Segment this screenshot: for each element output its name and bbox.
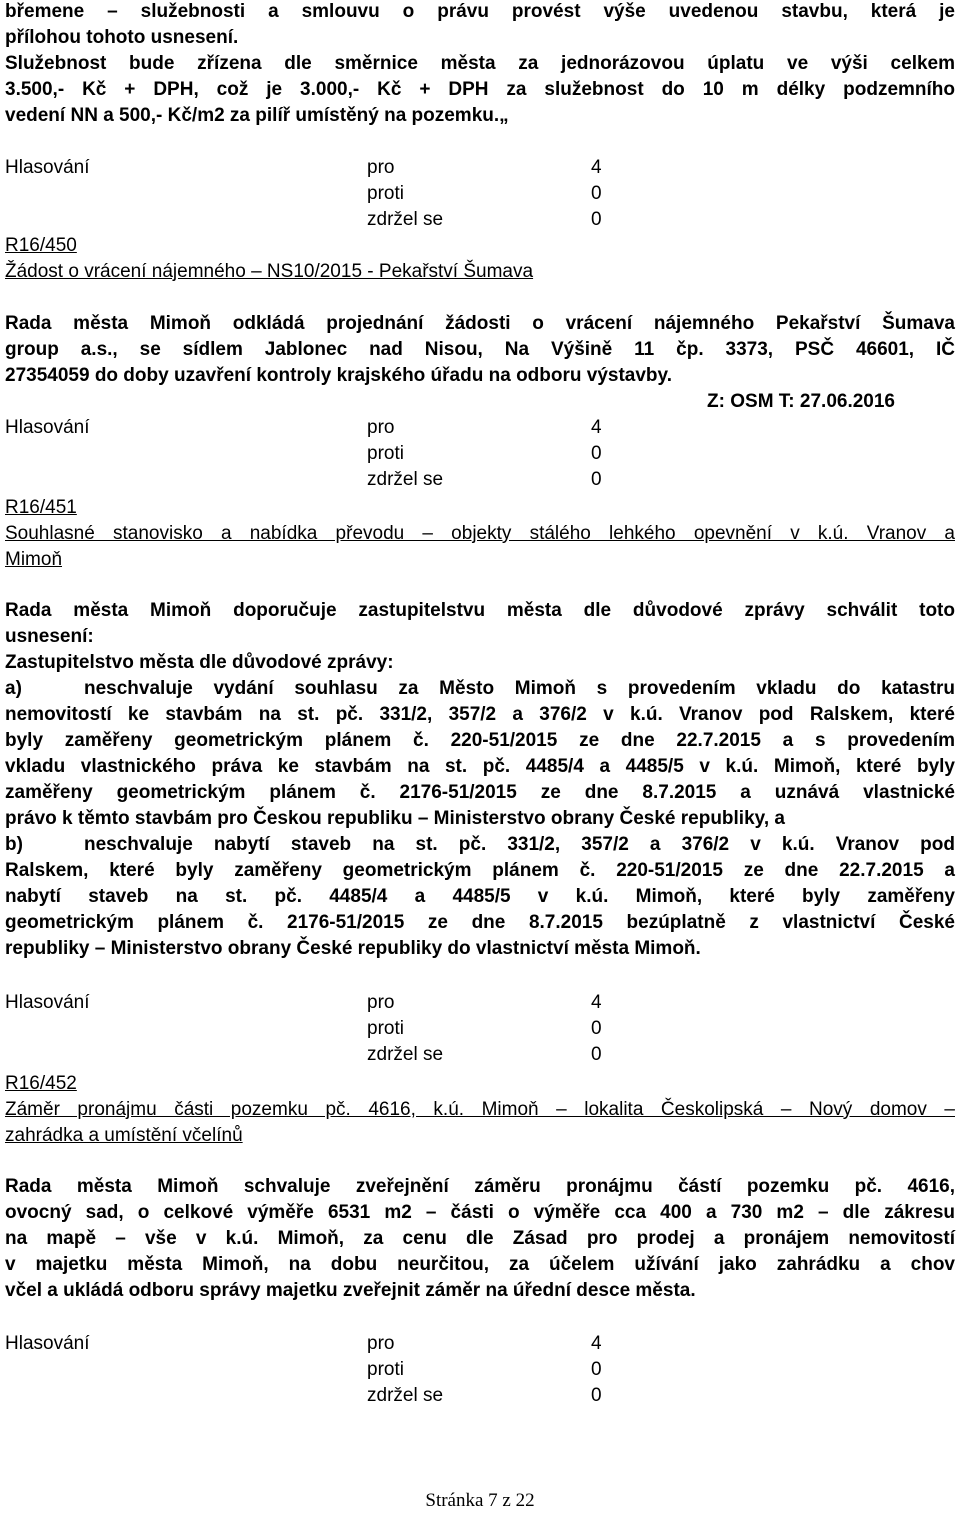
resolution-number: R16/450 [5,235,77,256]
intro-line: 3.500,- Kč + DPH, což je 3.000,- Kč + DPH za služebnost do 10 m délky podzemního [5,79,955,100]
resolution-title-line: Mimoň [5,549,63,570]
vote-zdrzel-value: 0 [591,1044,602,1065]
vote-block [5,990,955,1068]
vote-zdrzel-label: zdržel se [367,469,444,490]
vote-proti-value: 0 [591,443,602,464]
vote-proti-label: proti [367,1018,404,1039]
list-marker: b) [5,834,23,855]
text-line: neschvaluje vydání souhlasu za Město Mimoň s provedením vkladu do katastru [84,678,955,699]
vote-pro-value: 4 [591,417,602,438]
text-line: neschvaluje nabytí staveb na st. pč. 331/2, 357/2 a 376/2 v k.ú. Vranov pod [84,834,955,855]
vote-proti-value: 0 [591,183,602,204]
text-line: Ralskem, které byly zaměřeny geometrickým plánem č. 220-51/2015 ze dne 22.7.2015 a [5,860,955,881]
resolution-title-line: Žádost o vrácení nájemného – NS10/2015 - Pekařství Šumava [5,261,534,282]
vote-proti-label: proti [367,183,404,204]
resolution-text [5,1174,955,1304]
text-line: Rada města Mimoň doporučuje zastupitelstvu města dle důvodové zprávy schválit toto [5,600,955,621]
intro-paragraph [5,0,955,129]
vote-pro-label: pro [367,992,395,1013]
vote-title: Hlasování [5,1333,90,1354]
vote-pro-value: 4 [591,157,602,178]
vote-zdrzel-label: zdržel se [367,209,444,230]
vote-block [5,155,955,233]
vote-pro-value: 4 [591,1333,602,1354]
resolution-number: R16/451 [5,497,77,518]
text-line: byly zaměřeny geometrickým plánem č. 220-51/2015 ze dne 22.7.2015 a s provedením [5,730,955,751]
intro-line: přílohou tohoto usnesení. [5,27,239,48]
text-line: vkladu vlastnického práva ke stavbám na st. pč. 4485/4 a 4485/5 v k.ú. Mimoň, které byly [5,756,955,777]
resolution-text [5,598,955,962]
resolution-title [5,521,955,573]
resolution-title [5,1097,955,1149]
text-line: geometrickým plánem č. 2176-51/2015 ze dne 8.7.2015 bezúplatně z vlastnictví České [5,912,955,933]
vote-pro-value: 4 [591,992,602,1013]
list-item-b [5,832,955,858]
text-line: Zastupitelstvo města dle důvodové zprávy: [5,652,394,673]
text-line: právo k těmto stavbám pro Českou republiku – Ministerstvo obrany České republiky, a [5,808,785,829]
vote-title: Hlasování [5,992,90,1013]
vote-proti-value: 0 [591,1018,602,1039]
vote-block [5,1331,955,1409]
text-line: Rada města Mimoň odkládá projednání žádosti o vrácení nájemného Pekařství Šumava [5,313,955,334]
vote-pro-label: pro [367,1333,395,1354]
text-line: nabytí staveb na st. pč. 4485/4 a 4485/5 v k.ú. Mimoň, které byly zaměřeny [5,886,955,907]
resolution-number: R16/452 [5,1073,77,1094]
text-line: včel a ukládá odboru správy majetku zveřejnit záměr na úřední desce města. [5,1280,696,1301]
resolution-title-line: Souhlasné stanovisko a nabídka převodu – objekty stálého lehkého opevnění v k.ú. Vranov a [5,523,955,544]
vote-zdrzel-label: zdržel se [367,1385,444,1406]
vote-zdrzel-value: 0 [591,1385,602,1406]
intro-line: břemene – služebnosti a smlouvu o právu provést výše uvedenou stavbu, která je [5,1,955,22]
text-line: Rada města Mimoň schvaluje zveřejnění záměru pronájmu částí pozemku pč. 4616, [5,1176,955,1197]
text-line: zaměřeny geometrickým plánem č. 2176-51/2015 ze dne 8.7.2015 a uznává vlastnické [5,782,955,803]
intro-line: vedení NN a 500,- Kč/m2 za pilíř umístěný na pozemku.„ [5,105,509,126]
vote-pro-label: pro [367,157,395,178]
vote-proti-label: proti [367,1359,404,1380]
text-line: 27354059 do doby uzavření kontroly krajského úřadu na odboru výstavby. [5,365,672,386]
page-footer: Stránka 7 z 22 [425,1490,535,1511]
vote-proti-label: proti [367,443,404,464]
resolution-title-line: zahrádka a umístění včelínů [5,1125,243,1146]
vote-block [5,415,955,493]
vote-zdrzel-value: 0 [591,209,602,230]
vote-proti-value: 0 [591,1359,602,1380]
text-line: ovocný sad, o celkové výměře 6531 m2 – části o výměře cca 400 a 730 m2 – dle zákresu [5,1202,955,1223]
text-line: republiky – Ministerstvo obrany České republiky do vlastnictví města Mimoň. [5,938,701,959]
text-line: na mapě – vše v k.ú. Mimoň, za cenu dle Zásad pro prodej a pronájem nemovitostí [5,1228,955,1249]
resolution-title [5,259,955,285]
text-line: nemovitostí ke stavbám na st. pč. 331/2, 357/2 a 376/2 v k.ú. Vranov pod Ralskem, které [5,704,955,725]
vote-title: Hlasování [5,417,90,438]
list-item-a [5,676,955,702]
intro-line: Služebnost bude zřízena dle směrnice města za jednorázovou úplatu ve výši celkem [5,53,955,74]
list-marker: a) [5,678,22,699]
text-line: group a.s., se sídlem Jablonec nad Nisou, Na Výšině 11 čp. 3373, PSČ 46601, IČ [5,339,955,360]
text-line: usnesení: [5,626,94,647]
responsible-deadline: Z: OSM T: 27.06.2016 [707,391,895,412]
text-line: v majetku města Mimoň, na dobu neurčitou, za účelem užívání jako zahrádku a chov [5,1254,955,1275]
resolution-title-line: Záměr pronájmu části pozemku pč. 4616, k.ú. Mimoň – lokalita Českolipská – Nový domov – [5,1099,955,1120]
vote-zdrzel-label: zdržel se [367,1044,444,1065]
vote-pro-label: pro [367,417,395,438]
vote-title: Hlasování [5,157,90,178]
resolution-text [5,311,955,389]
vote-zdrzel-value: 0 [591,469,602,490]
